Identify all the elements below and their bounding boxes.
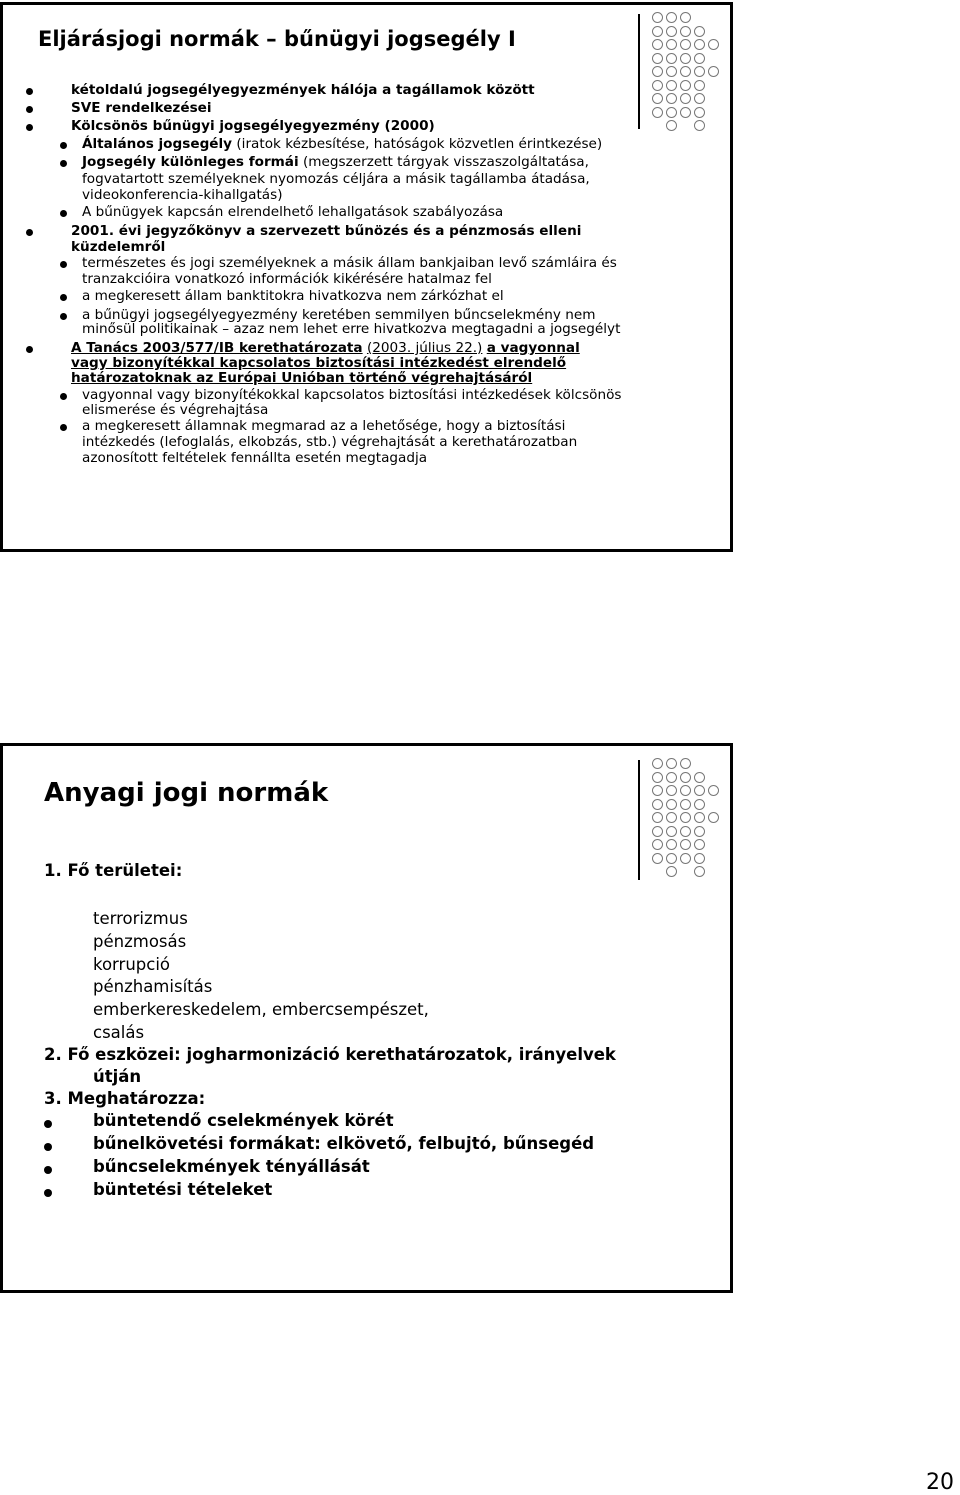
decorative-circle [694,120,705,131]
page-number: 20 [926,1470,954,1495]
decorative-circle [666,12,677,23]
decorative-circle [680,39,691,50]
bullet [26,346,33,353]
decorative-circle [652,26,663,37]
item-protocol-2001-line2: küzdelemről [71,239,166,255]
slide-2-divider [638,760,640,880]
area-item: emberkereskedelem, embercsempészet, [93,1000,429,1019]
item-refusal: a megkeresett államnak megmarad az a lehetősége, hogy a biztosítási [82,418,566,434]
item-refusal-line2: intézkedés (lefoglalás, elkobzás, stb.) végrehajtását a kerethatározatban [82,434,578,450]
decorative-circle [680,785,691,796]
decorative-circle [666,772,677,783]
bullet [60,160,67,167]
decorative-circle [680,799,691,810]
decorative-circle [652,826,663,837]
decorative-circle [652,772,663,783]
decorative-circle [652,12,663,23]
decorative-circle [652,839,663,850]
bullet [60,142,67,149]
decorative-circle [652,758,663,769]
bullet [60,294,67,301]
item-bank-accounts: természetes és jogi személyeknek a másik állam bankjaiban levő számláira és [82,255,617,271]
item-refusal-line3: azonosított feltételek fennállta esetén megtagadja [82,450,428,466]
bullet [60,210,67,217]
decorative-circle [652,66,663,77]
decorative-circle [652,799,663,810]
decorative-circle [666,39,677,50]
bullet [26,229,33,236]
bullet [26,106,33,113]
decorative-circle [666,866,677,877]
decorative-circle [652,785,663,796]
decorative-circle [666,812,677,823]
main-tools-heading: 2. Fő eszközei: jogharmonizáció kerethatározatok, irányelvek [44,1045,616,1064]
decorative-circle [666,826,677,837]
item-bank-secrecy: a megkeresett állam banktitokra hivatkozva nem zárkózhat el [82,288,504,304]
decorative-circle [666,80,677,91]
decorative-circle [666,26,677,37]
item-interception: A bűnügyek kapcsán elrendelhető lehallgatások szabályozása [82,204,504,220]
item-mutual-recognition: vagyonnal vagy bizonyítékokkal kapcsolatos biztosítási intézkedések kölcsönös [82,387,622,403]
bullet [44,1189,52,1197]
decorative-circle [652,93,663,104]
decorative-circle [652,53,663,64]
decorative-circle [694,26,705,37]
item-sve: SVE rendelkezései [71,100,212,116]
decorative-circle [666,785,677,796]
defines-item: bűnelkövetési formákat: elkövető, felbujtó, bűnsegéd [93,1134,595,1153]
decorative-circle [694,93,705,104]
decorative-circle [666,799,677,810]
main-areas-heading: 1. Fő területei: [44,861,183,880]
defines-item: büntetendő cselekmények körét [93,1111,394,1130]
bullet [44,1143,52,1151]
decorative-circle [694,772,705,783]
decorative-circle [652,80,663,91]
item-framework-decision: A Tanács 2003/577/IB kerethatározata (2003. július 22.) a vagyonnal [71,340,580,356]
defines-item: büntetési tételeket [93,1180,273,1199]
item-general-assistance: Általános jogsegély (iratok kézbesítése, hatóságok közvetlen érintkezése) [82,136,603,152]
bullet [26,124,33,131]
decorative-circle [694,785,705,796]
item-mutual-recognition-line2: elismerése és végrehajtása [82,402,269,418]
item-protocol-2001: 2001. évi jegyzőkönyv a szervezett bűnözés és a pénzmosás elleni [71,223,582,239]
decorative-circle [694,799,705,810]
bullet [44,1120,52,1128]
slide-1-divider [638,14,640,129]
decorative-circle [694,853,705,864]
area-item: csalás [93,1023,145,1042]
item-convention-2000: Kölcsönös bűnügyi jogsegélyegyezmény (2000) [71,118,435,134]
decorative-circle [680,26,691,37]
decorative-circle [708,812,719,823]
bullet [60,424,67,431]
item-bilateral: kétoldalú jogsegélyegyezmények hálója a tagállamok között [71,82,535,98]
decorative-circle [680,80,691,91]
item-special-forms-line3: videokonferencia-kihallgatás) [82,187,283,203]
decorative-circle [680,839,691,850]
defines-item: bűncselekmények tényállását [93,1157,370,1176]
decorative-circle [652,107,663,118]
decorative-circle [666,839,677,850]
decorative-circle [666,107,677,118]
decorative-circle [694,866,705,877]
area-item: pénzhamisítás [93,977,213,996]
decorative-circle [694,812,705,823]
decorative-circle [666,93,677,104]
area-item: pénzmosás [93,932,187,951]
decorative-circle [680,12,691,23]
area-item: korrupció [93,955,171,974]
decorative-circle [694,826,705,837]
decorative-circle [694,53,705,64]
item-special-forms: Jogsegély különleges formái (megszerzett tárgyak visszaszolgáltatása, [82,154,589,170]
bullet [60,393,67,400]
item-framework-decision-line3: határozatoknak az Európai Unióban történő végrehajtásáról [71,370,533,386]
main-tools-heading-line2: útján [93,1067,142,1086]
item-bank-accounts-line2: tranzakcióira vonatkozó információk kikérésére hatalmaz fel [82,271,492,287]
bullet [26,88,33,95]
item-framework-decision-line2: vagy bizonyítékkal kapcsolatos biztosítási intézkedést elrendelő [71,355,567,371]
decorative-circle [666,53,677,64]
decorative-circle [666,66,677,77]
item-political-offence-line2: minősül politikainak – azaz nem lehet erre hivatkozva megtagadni a jogsegélyt [82,321,621,337]
decorative-circle [680,812,691,823]
bullet [44,1166,52,1174]
decorative-circle [680,93,691,104]
decorative-circle [652,39,663,50]
decorative-circle [708,66,719,77]
area-item: terrorizmus [93,909,188,928]
decorative-circle [680,66,691,77]
decorative-circle [680,107,691,118]
decorative-circle [680,826,691,837]
slide-1-title: Eljárásjogi normák – bűnügyi jogsegély I [38,27,516,51]
decorative-circle [666,758,677,769]
decorative-circle [694,839,705,850]
defines-heading: 3. Meghatározza: [44,1089,206,1108]
decorative-circle [666,120,677,131]
item-political-offence: a bűnügyi jogsegélyegyezmény keretében semmilyen bűncselekmény nem [82,307,596,323]
decorative-circle [708,39,719,50]
slide-2-title: Anyagi jogi normák [44,778,329,808]
decorative-circle [680,53,691,64]
decorative-circle [680,853,691,864]
decorative-circle [694,107,705,118]
decorative-circle [694,39,705,50]
decorative-circle [666,853,677,864]
decorative-circle [708,785,719,796]
decorative-circle [694,66,705,77]
decorative-circle [680,772,691,783]
bullet [60,313,67,320]
bullet [60,261,67,268]
decorative-circle [680,758,691,769]
decorative-circle [694,80,705,91]
item-special-forms-line2: fogvatartott személyeknek nyomozás céljára a másik tagállamba átadása, [82,171,590,187]
decorative-circle [652,812,663,823]
decorative-circle [652,853,663,864]
